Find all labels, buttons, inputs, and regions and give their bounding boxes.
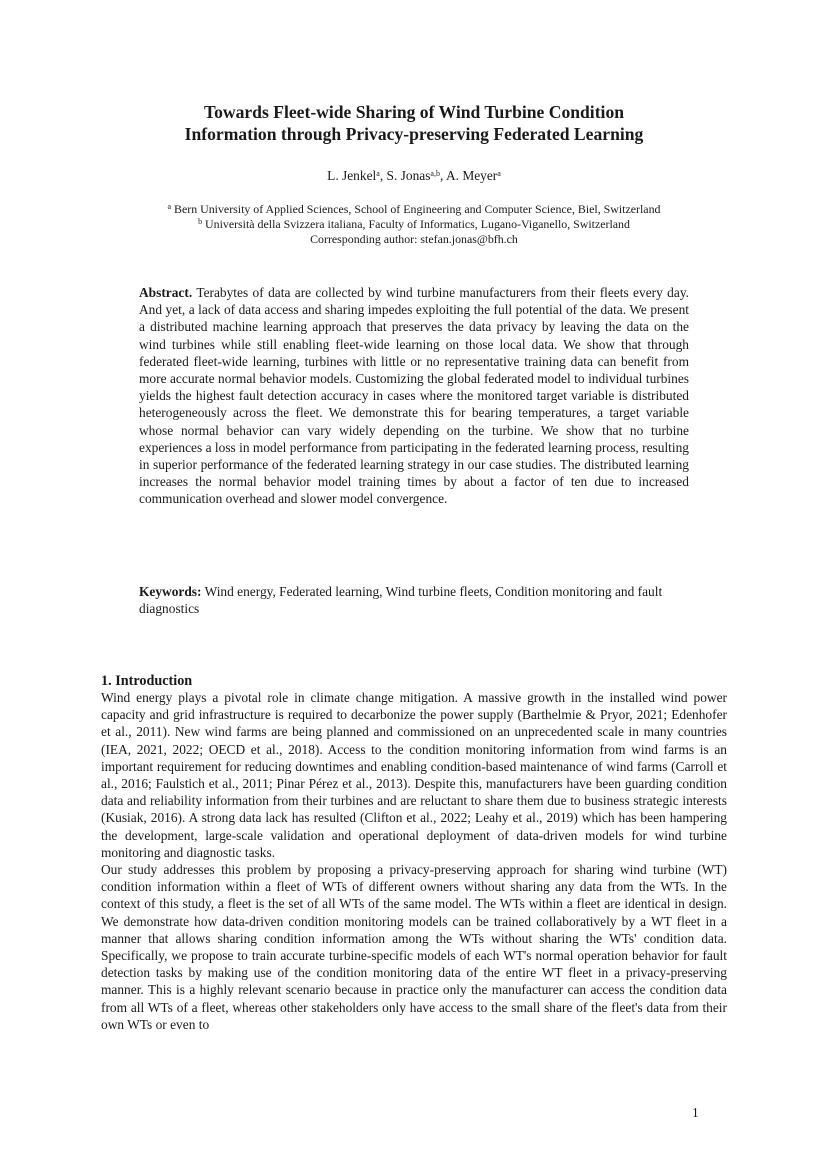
author-name: L. Jenkel <box>327 168 377 183</box>
body-paragraph: Wind energy plays a pivotal role in climate change mitigation. A massive growth in the installed wind power capacity and grid infrastructure is required to decarbonize the power supply (Barthelmie & Pryor, 2021; Edenhofer et al., 2011). New wind farms are being planned and commissioned on an unprecedented scale in many countries (IEA, 2021, 2022; OECD et al., 2018). Access to the condition monitoring information from wind farms is an important requirement for reducing downtimes and enabling condition-based maintenance of wind farms (Carroll et al., 2016; Faulstich et al., 2011; Pinar Pérez et al., 2013). Despite this, manufacturers have been guarding condition data and reliability information from their turbines and are reluctant to share them due to business strategic interests (Kusiak, 2016). A strong data lack has resulted (Clifton et al., 2022; Leahy et al., 2019) which has been hampering the development, large-scale validation and operational deployment of data-driven models for wind turbine monitoring and diagnostic tasks. <box>101 690 727 860</box>
author-name: A. Meyer <box>445 168 498 183</box>
body-paragraph: Our study addresses this problem by proposing a privacy-preserving approach for sharing wind turbine (WT) condition information within a fleet of WTs of different owners without sharing any data from the WTs. In the context of this study, a fleet is the set of all WTs of the same model. The WTs within a fleet are identical in design. We demonstrate how data-driven condition monitoring models can be trained collaboratively by a WT fleet in a manner that allows sharing condition information among the WTs without sharing the WTs' condition data. Specifically, we propose to train accurate turbine-specific models of each WT's normal operation behavior for fault detection tasks by making use of the condition monitoring data of the entire WT fleet in a privacy-preserving manner. This is a highly relevant scenario because in practice only the manufacturer can access the condition data from all WTs of a fleet, whereas other stakeholders only have access to the small share of the fleet's data from their own WTs or even to <box>101 862 727 1032</box>
corresponding-author: Corresponding author: stefan.jonas@bfh.ch <box>310 232 518 246</box>
affiliation-text: Università della Svizzera italiana, Faculty of Informatics, Lugano-Viganello, Switzerland <box>202 217 630 231</box>
keywords-text: Wind energy, Federated learning, Wind turbine fleets, Condition monitoring and fault diagnostics <box>139 584 663 617</box>
author-separator: , <box>439 168 446 183</box>
introduction-body <box>101 689 727 1033</box>
affiliation-mark: a <box>167 202 172 211</box>
affiliation-line <box>100 217 728 232</box>
abstract-label: Abstract. <box>139 285 193 300</box>
author-affiliation-mark: a <box>376 169 380 178</box>
author-affiliation-mark: a <box>497 169 501 178</box>
keywords-label: Keywords: <box>139 584 202 599</box>
section-heading: 1. Introduction <box>101 673 193 689</box>
keywords <box>139 583 689 618</box>
author-affiliation-mark: a,b <box>430 169 440 178</box>
affiliation-mark: b <box>198 217 203 226</box>
author-separator: , <box>379 168 387 183</box>
title-line-1: Towards Fleet-wide Sharing of Wind Turbine Condition <box>203 102 625 122</box>
page-number: 1 <box>692 1105 699 1120</box>
author-list <box>100 167 728 185</box>
abstract <box>139 284 689 508</box>
affiliations <box>100 202 728 247</box>
author-name: S. Jonas <box>386 168 431 183</box>
affiliation-text: Bern University of Applied Sciences, School of Engineering and Computer Science, Biel, Switzerland <box>171 202 661 216</box>
title-line-2: Information through Privacy-preserving Federated Learning <box>184 124 644 144</box>
affiliation-line <box>100 202 728 217</box>
abstract-text: Terabytes of data are collected by wind turbine manufacturers from their fleets every day. And yet, a lack of data access and sharing impedes exploiting the full potential of the data. We present a distributed machine learning approach that preserves the data privacy by leaving the data on the wind turbines while still enabling fleet-wide learning on those local data. We show that through federated fleet-wide learning, turbines with little or no representative training data can benefit from more accurate normal behavior models. Customizing the global federated model to individual turbines yields the highest fault detection accuracy in cases where the monitored target variable is distributed heterogeneously across the fleet. We demonstrate this for bearing temperatures, a target variable whose normal behavior can vary widely depending on the turbine. We show that no turbine experiences a loss in model performance from participating in the federated learning process, resulting in superior performance of the federated learning strategy in our case studies. The distributed learning increases the normal behavior model training times by about a factor of ten due to increased communication overhead and slower model convergence. <box>139 285 689 507</box>
paper-title <box>100 101 728 145</box>
